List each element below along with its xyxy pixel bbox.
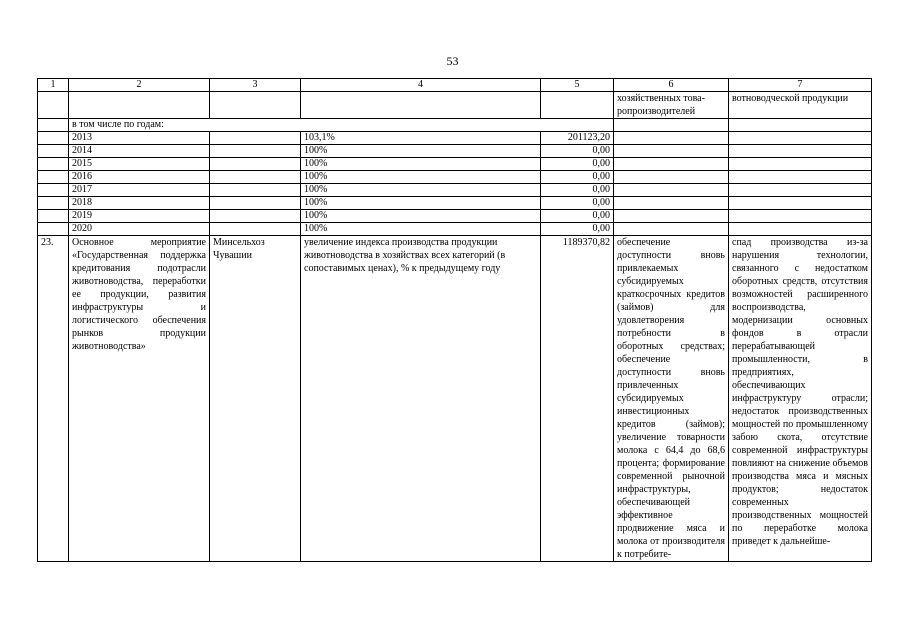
page-number: 53 (446, 54, 459, 68)
year-row (38, 145, 872, 158)
column-number: 2 (69, 79, 210, 92)
index-cell: 100% (301, 171, 541, 184)
year-row (38, 223, 872, 236)
column-number-row (38, 79, 872, 92)
amount-cell: 0,00 (541, 210, 614, 223)
continued-risk-text: вотноводческой продукции (729, 92, 872, 119)
amount-cell: 0,00 (541, 171, 614, 184)
year-cell: 2013 (69, 132, 210, 145)
year-row (38, 132, 872, 145)
continuation-row (38, 92, 872, 119)
year-row (38, 158, 872, 171)
activity-name: Основное мероприятие «Государственная поддержка кредитования подотрасли животноводства, переработки ее продукции, развития инфраструктуры и логистического обеспечения рынков продукции животноводства» (69, 236, 210, 562)
column-number: 1 (38, 79, 69, 92)
column-number: 7 (729, 79, 872, 92)
year-row (38, 210, 872, 223)
amount-cell: 0,00 (541, 223, 614, 236)
column-number: 6 (614, 79, 729, 92)
index-cell: 100% (301, 158, 541, 171)
index-cell: 100% (301, 184, 541, 197)
amount-cell: 0,00 (541, 197, 614, 210)
risks-description: спад производства из-за нарушения технологии, связанного с недостатком оборотных средств, отсутствия возможностей расширенного воспроизводства, модернизации основных фондов в отрасли перерабатывающей промышленности, в предприятиях, обеспечивающих инфраструктуру отрасли; недостаток производственных мощностей по промышленному забою скота, отсутствие современной инфраструктуры повлияют на снижение объемов производства мяса и мясных продуктов; недостаток современных производственных мощностей по переработке молока приведет к дальнейше- (729, 236, 872, 562)
continued-result-text: хозяйственных това- ропроизводителей (614, 92, 729, 119)
year-cell: 2019 (69, 210, 210, 223)
year-row (38, 171, 872, 184)
year-cell: 2017 (69, 184, 210, 197)
year-cell: 2018 (69, 197, 210, 210)
item-23-row (38, 236, 872, 562)
executor: Минсельхоз Чувашии (210, 236, 301, 562)
indicator: увеличение индекса производства продукции животноводства в хозяйствах всех категорий (в сопоставимых ценах), % к предыдущему году (301, 236, 541, 562)
amount-cell: 0,00 (541, 158, 614, 171)
year-row (38, 197, 872, 210)
amount-cell: 201123,20 (541, 132, 614, 145)
year-cell: 2016 (69, 171, 210, 184)
year-row (38, 184, 872, 197)
index-cell: 100% (301, 145, 541, 158)
years-label: в том числе по годам: (69, 119, 614, 132)
column-number: 3 (210, 79, 301, 92)
expected-result: обеспечение доступности вновь привлекаемых субсидируемых краткосрочных кредитов (займов) для удовлетворения потребности в оборотных средствах; обеспечение доступности вновь привлеченных субсидируемых инвестиционных кредитов (займов); увеличение товарности молока с 64,4 до 68,6 процента; формирование современной рыночной инфраструктуры, обеспечивающей эффективное продвижение мяса и молока от производителя к потребите- (614, 236, 729, 562)
funding-amount: 1189370,82 (541, 236, 614, 562)
amount-cell: 0,00 (541, 145, 614, 158)
program-table (37, 78, 872, 562)
year-cell: 2020 (69, 223, 210, 236)
years-label-row (38, 119, 872, 132)
index-cell: 100% (301, 223, 541, 236)
index-cell: 103,1% (301, 132, 541, 145)
year-cell: 2015 (69, 158, 210, 171)
amount-cell: 0,00 (541, 184, 614, 197)
index-cell: 100% (301, 197, 541, 210)
year-cell: 2014 (69, 145, 210, 158)
column-number: 5 (541, 79, 614, 92)
item-number: 23. (38, 236, 69, 562)
column-number: 4 (301, 79, 541, 92)
index-cell: 100% (301, 210, 541, 223)
